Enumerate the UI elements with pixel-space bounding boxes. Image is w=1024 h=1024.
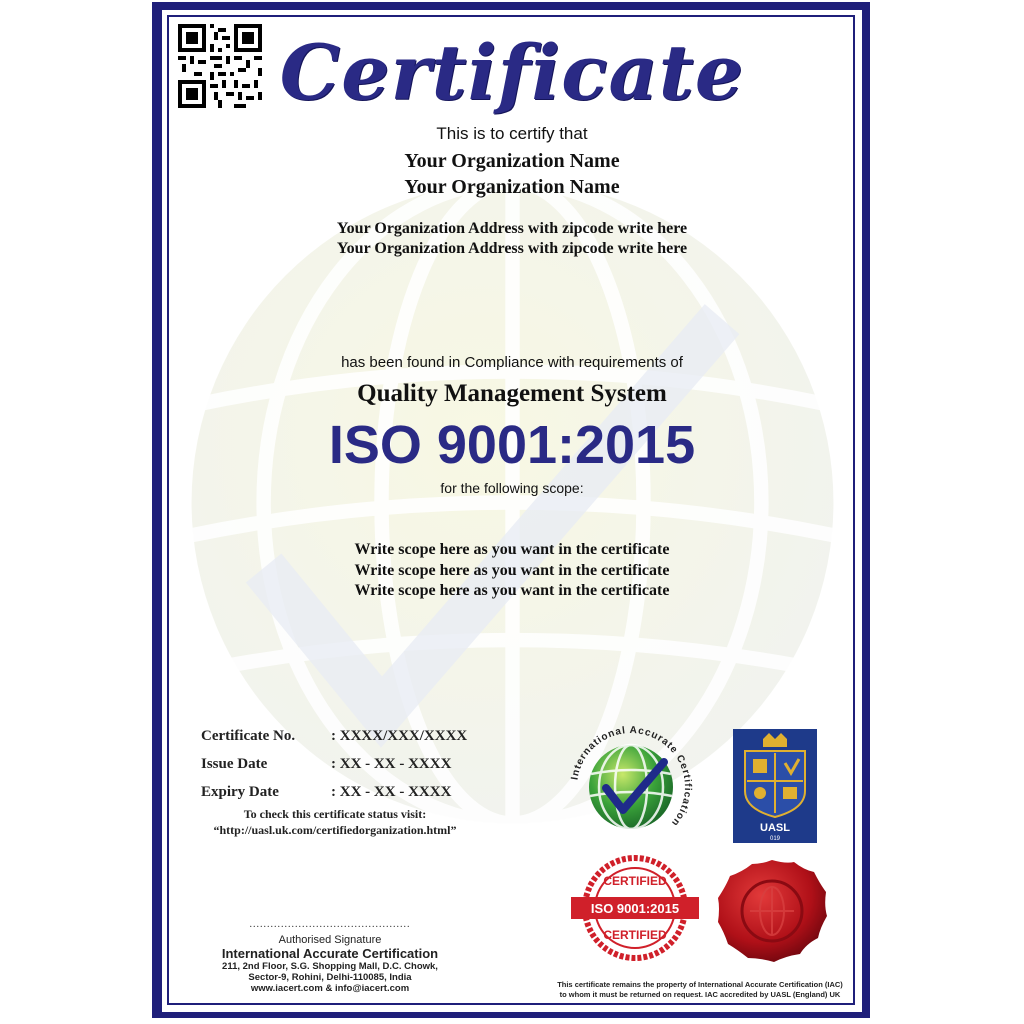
issuer-address-line-2: Sector-9, Rohini, Delhi-110085, India xyxy=(248,972,412,983)
signature-label: Authorised Signature xyxy=(278,934,382,946)
iso-standard: ISO 9001:2015 xyxy=(328,415,696,475)
uasl-accreditation-logo xyxy=(733,729,817,843)
organization-name-line-1: Your Organization Name xyxy=(404,150,620,172)
certificate-details xyxy=(201,722,467,806)
scope-line-3: Write scope here as you want in the certificate xyxy=(354,582,670,599)
issuer-company: International Accurate Certification xyxy=(221,946,439,961)
wax-seal xyxy=(716,858,828,964)
uasl-number: 019 xyxy=(769,836,781,842)
certificate-number-label: Certificate No. xyxy=(201,727,296,744)
organization-address-line-2: Your Organization Address with zipcode write here xyxy=(336,240,688,257)
stamp-bottom-text: CERTIFIED xyxy=(603,928,667,942)
expiry-date-value: : XX - XX - XXXX xyxy=(331,783,452,800)
system-name: Quality Management System xyxy=(357,380,667,407)
compliance-line: has been found in Compliance with requirements of xyxy=(341,354,683,371)
issuer-address-line-1: 211, 2nd Floor, S.G. Shopping Mall, D.C. Chowk, xyxy=(222,961,438,972)
certificate-number-row xyxy=(201,722,467,750)
stamp-center-text: ISO 9001:2015 xyxy=(590,901,680,916)
status-check-url[interactable]: “http://uasl.uk.com/certifiedorganization.html” xyxy=(213,823,457,837)
scope-line-1: Write scope here as you want in the certificate xyxy=(354,541,670,558)
issue-date-value: : XX - XX - XXXX xyxy=(331,755,452,772)
certificate-title: Certificate xyxy=(279,28,745,117)
scope-intro: for the following scope: xyxy=(440,480,584,496)
iso-certified-stamp xyxy=(567,855,703,961)
organization-address-line-1: Your Organization Address with zipcode write here xyxy=(336,220,688,237)
signature-block xyxy=(180,920,480,994)
issue-date-row xyxy=(201,750,467,778)
issuer-contact[interactable]: www.iacert.com & info@iacert.com xyxy=(250,983,410,994)
stamp-top-text: CERTIFIED xyxy=(603,874,667,888)
expiry-date-row xyxy=(201,778,467,806)
scope-line-2: Write scope here as you want in the certificate xyxy=(354,562,670,579)
footer-note xyxy=(540,980,860,1000)
certificate-number-value: : XXXX/XXX/XXXX xyxy=(331,727,468,744)
footer-note-line-2: to whom it must be returned on request. IAC accredited by UASL (England) UK xyxy=(559,990,841,999)
status-check xyxy=(185,806,485,838)
iac-globe-logo xyxy=(568,724,694,850)
issue-date-label: Issue Date xyxy=(201,755,268,772)
iac-ring-text: International Accurate Certification xyxy=(569,724,694,829)
organization-name-line-2: Your Organization Name xyxy=(404,176,620,198)
expiry-date-label: Expiry Date xyxy=(201,783,279,800)
status-check-instruction: To check this certificate status visit: xyxy=(243,807,427,821)
footer-note-line-1: This certificate remains the property of International Accurate Certification (IAC) xyxy=(557,980,843,989)
uasl-label: UASL xyxy=(760,822,790,834)
signature-line: .............................................. xyxy=(249,919,411,930)
certify-line: This is to certify that xyxy=(436,124,588,143)
